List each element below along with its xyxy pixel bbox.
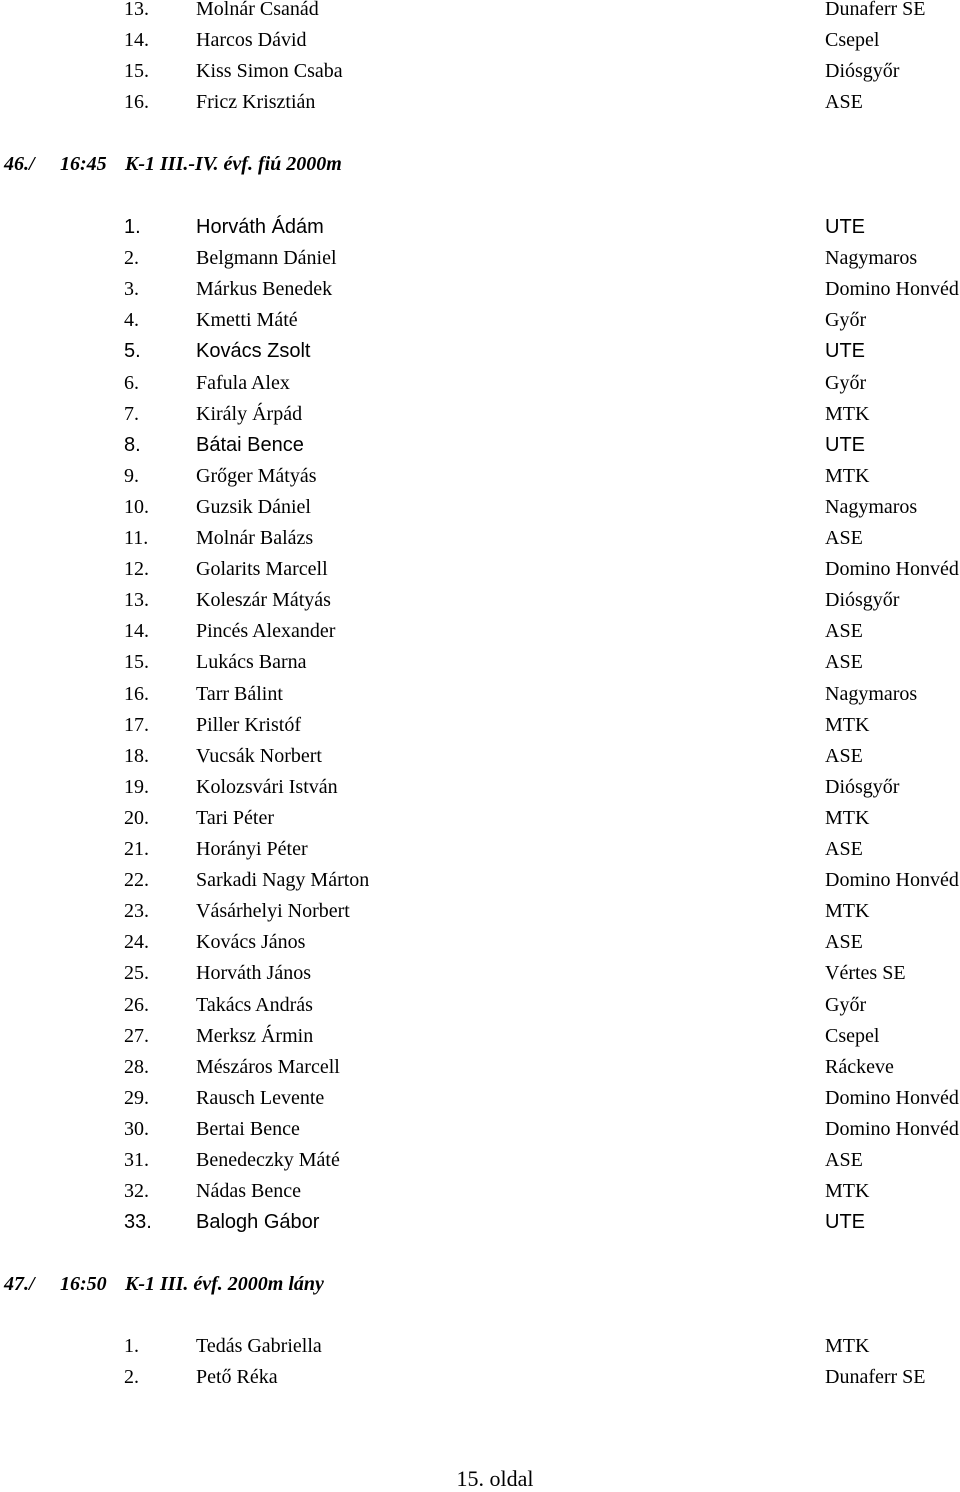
entry-club: Csepel [825, 29, 880, 51]
entry-number: 22. [124, 869, 149, 892]
entry-row [0, 247, 960, 278]
entry-row [0, 838, 960, 869]
entry-name: Pincés Alexander [196, 620, 336, 643]
entry-club: Diósgyőr [825, 589, 900, 612]
entry-name: Golarits Marcell [196, 558, 328, 581]
entry-row [0, 1118, 960, 1149]
entry-number: 29. [124, 1086, 149, 1109]
entry-row [0, 0, 960, 29]
page-footer [0, 1466, 960, 1492]
entry-club: Domino Honvéd [825, 558, 959, 581]
entry-club: UTE [825, 216, 865, 238]
entry-number: 27. [124, 1024, 149, 1047]
entry-club: Domino Honvéd [825, 278, 959, 301]
entry-number: 11. [124, 527, 149, 549]
entry-row [0, 29, 960, 60]
entry-row [0, 527, 960, 558]
entry-club: ASE [825, 838, 863, 860]
entry-number: 2. [124, 247, 139, 270]
entry-name: Vásárhelyi Norbert [196, 900, 350, 923]
entry-number: 21. [124, 838, 149, 860]
entry-name: Nádas Bence [196, 1180, 301, 1203]
entry-number: 8. [124, 433, 141, 456]
entry-club: Domino Honvéd [825, 1117, 959, 1140]
entry-number: 20. [124, 806, 149, 829]
entry-name: Sarkadi Nagy Márton [196, 869, 370, 892]
entry-row [0, 1211, 960, 1242]
entry-club: ASE [825, 931, 863, 954]
entry-name: Fricz Krisztián [196, 91, 316, 113]
entry-club: Nagymaros [825, 495, 918, 518]
entry-name: Tari Péter [196, 806, 275, 829]
entry-number: 15. [124, 60, 149, 82]
entry-row [0, 403, 960, 434]
entry-number: 3. [124, 278, 139, 301]
entry-club: Domino Honvéd [825, 869, 959, 892]
entry-club: Dunaferr SE [825, 1366, 926, 1389]
entry-club: Győr [825, 993, 867, 1016]
entry-club: Győr [825, 371, 867, 394]
entry-row [0, 1366, 960, 1397]
entry-row [0, 340, 960, 371]
entry-number: 12. [124, 558, 149, 581]
entry-row [0, 962, 960, 993]
entry-number: 28. [124, 1055, 149, 1078]
entry-name: Takács András [196, 993, 313, 1016]
race-number: 46./ [4, 153, 35, 175]
entry-club: Dunaferr SE [825, 0, 926, 20]
entry-number: 33. [124, 1211, 152, 1234]
page-number: 15. oldal [456, 1466, 534, 1491]
entry-club: UTE [825, 340, 865, 363]
entry-name: Koleszár Mátyás [196, 589, 331, 612]
entry-number: 14. [124, 29, 149, 51]
entry-club: Diósgyőr [825, 775, 900, 798]
entry-row [0, 496, 960, 527]
entry-number: 16. [124, 91, 149, 113]
entry-number: 1. [124, 216, 141, 238]
entry-row [0, 558, 960, 589]
entry-name: Kolozsvári István [196, 775, 338, 798]
entry-club: MTK [825, 900, 870, 923]
entry-name: Piller Kristóf [196, 713, 301, 736]
entry-row [0, 1180, 960, 1211]
entry-club: ASE [825, 1149, 863, 1171]
race-time: 16:45 [60, 153, 107, 175]
entry-row [0, 714, 960, 745]
entry-club: Vértes SE [825, 962, 906, 985]
entry-name: Horányi Péter [196, 838, 308, 860]
entry-number: 32. [124, 1180, 149, 1203]
entry-club: Nagymaros [825, 682, 918, 705]
entry-row [0, 745, 960, 776]
entry-club: UTE [825, 433, 865, 456]
entry-row [0, 91, 960, 122]
entry-name: Tarr Bálint [196, 682, 283, 705]
entry-name: Grőger Mátyás [196, 464, 317, 487]
entry-name: Vucsák Norbert [196, 744, 322, 767]
entry-club: MTK [825, 1180, 870, 1203]
entry-club: Győr [825, 309, 867, 332]
entry-name: Tedás Gabriella [196, 1335, 322, 1357]
entry-club: Diósgyőr [825, 60, 900, 82]
entry-row [0, 216, 960, 247]
entry-name: Kovács János [196, 931, 306, 954]
entry-number: 23. [124, 900, 149, 923]
entry-number: 19. [124, 775, 149, 798]
entry-club: UTE [825, 1211, 865, 1234]
entry-number: 9. [124, 464, 139, 487]
entry-row [0, 900, 960, 931]
entry-row [0, 776, 960, 807]
entry-number: 17. [124, 713, 149, 736]
entry-name: Merksz Ármin [196, 1024, 314, 1047]
entry-club: Csepel [825, 1024, 880, 1047]
entry-name: Márkus Benedek [196, 278, 333, 301]
entry-name: Benedeczky Máté [196, 1149, 340, 1171]
entry-number: 15. [124, 651, 149, 674]
entry-row [0, 372, 960, 403]
entry-row [0, 465, 960, 496]
entry-name: Mészáros Marcell [196, 1055, 340, 1078]
entry-club: ASE [825, 651, 863, 674]
entry-name: Molnár Balázs [196, 527, 314, 549]
entry-name: Balogh Gábor [196, 1211, 320, 1234]
entry-number: 2. [124, 1366, 139, 1389]
race-time: 16:50 [60, 1273, 107, 1295]
race-number: 47./ [4, 1273, 35, 1295]
entry-row [0, 1025, 960, 1056]
entry-club: MTK [825, 713, 870, 736]
entry-row [0, 931, 960, 962]
entry-name: Kmetti Máté [196, 309, 298, 332]
entry-number: 24. [124, 931, 149, 954]
entry-name: Rausch Levente [196, 1086, 325, 1109]
race-title: K-1 III.-IV. évf. fiú 2000m [125, 153, 342, 175]
entry-club: MTK [825, 806, 870, 829]
entry-number: 26. [124, 993, 149, 1016]
entry-club: ASE [825, 744, 863, 767]
entry-name: Horváth Ádám [196, 216, 324, 238]
entry-name: Horváth János [196, 962, 311, 985]
entry-row [0, 434, 960, 465]
entry-number: 25. [124, 962, 149, 985]
entry-number: 10. [124, 495, 149, 518]
entry-name: Kovács Zsolt [196, 340, 311, 363]
entry-row [0, 683, 960, 714]
entry-number: 4. [124, 309, 139, 332]
entry-row [0, 309, 960, 340]
entry-number: 13. [124, 589, 149, 612]
entry-name: Guzsik Dániel [196, 495, 311, 518]
entry-club: ASE [825, 527, 863, 549]
entry-row [0, 1056, 960, 1087]
entry-club: Nagymaros [825, 247, 918, 270]
entry-name: Fafula Alex [196, 371, 290, 394]
entry-row [0, 620, 960, 651]
entry-name: Molnár Csanád [196, 0, 319, 20]
entry-row [0, 869, 960, 900]
entry-row [0, 807, 960, 838]
entry-name: Bátai Bence [196, 433, 304, 456]
entry-name: Kiss Simon Csaba [196, 60, 343, 82]
entry-number: 1. [124, 1335, 139, 1357]
entry-number: 31. [124, 1149, 149, 1171]
entry-number: 18. [124, 744, 149, 767]
entry-row [0, 1087, 960, 1118]
entry-row [0, 1149, 960, 1180]
entry-row [0, 589, 960, 620]
entry-name: Belgmann Dániel [196, 247, 337, 270]
entry-row [0, 278, 960, 309]
entry-club: MTK [825, 402, 870, 425]
entry-number: 14. [124, 620, 149, 643]
entry-club: Ráckeve [825, 1055, 894, 1078]
race-title: K-1 III. évf. 2000m lány [125, 1273, 324, 1295]
entry-club: ASE [825, 91, 863, 113]
entry-club: MTK [825, 464, 870, 487]
entry-row [0, 651, 960, 682]
entry-name: Pető Réka [196, 1366, 278, 1389]
entry-number: 7. [124, 402, 139, 425]
entry-name: Lukács Barna [196, 651, 307, 674]
entry-club: MTK [825, 1335, 870, 1357]
entry-row [0, 1335, 960, 1366]
entry-row [0, 994, 960, 1025]
entry-number: 6. [124, 371, 139, 394]
entry-name: Bertai Bence [196, 1117, 300, 1140]
entry-number: 5. [124, 340, 141, 363]
entry-number: 13. [124, 0, 149, 20]
entry-name: Harcos Dávid [196, 29, 307, 51]
entry-club: Domino Honvéd [825, 1086, 959, 1109]
entry-number: 30. [124, 1117, 149, 1140]
entry-club: ASE [825, 620, 863, 643]
entry-row [0, 60, 960, 91]
entry-name: Király Árpád [196, 402, 303, 425]
entry-number: 16. [124, 682, 149, 705]
